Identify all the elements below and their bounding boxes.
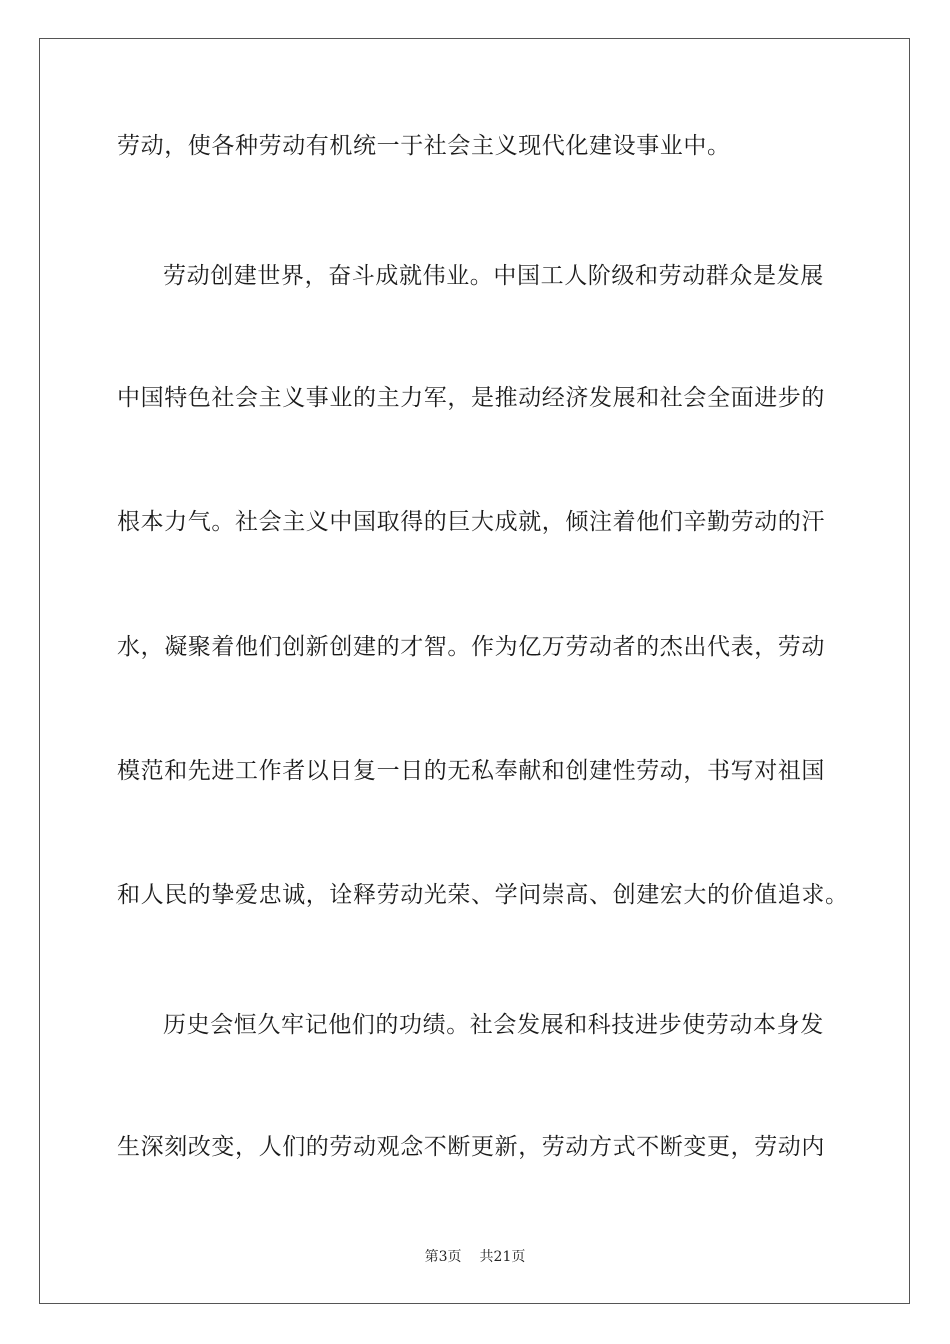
page-frame — [39, 38, 910, 1304]
page-total: 共21页 — [479, 1249, 526, 1265]
text-line: 模范和先进工作者以日复一日的无私奉献和创建性劳动，书写对祖国 — [117, 758, 825, 784]
text-line: 根本力气。社会主义中国取得的巨大成就，倾注着他们辛勤劳动的汗 — [117, 509, 825, 535]
text-line: 中国特色社会主义事业的主力军，是推动经济发展和社会全面进步的 — [117, 385, 825, 411]
text-line: 和人民的挚爱忠诚，诠释劳动光荣、学问崇高、创建宏大的价值追求。 — [117, 882, 849, 908]
paragraph-first-line: 劳动创建世界，奋斗成就伟业。中国工人阶级和劳动群众是发展 — [163, 263, 824, 289]
text-line: 水，凝聚着他们创新创建的才智。作为亿万劳动者的杰出代表，劳动 — [117, 634, 825, 660]
text-line: 劳动，使各种劳动有机统一于社会主义现代化建设事业中。 — [117, 133, 731, 159]
page-footer — [0, 1248, 950, 1266]
page-number: 第3页 — [424, 1249, 462, 1265]
text-line: 生深刻改变，人们的劳动观念不断更新，劳动方式不断变更，劳动内 — [117, 1134, 825, 1160]
paragraph-first-line: 历史会恒久牢记他们的功绩。社会发展和科技进步使劳动本身发 — [163, 1012, 824, 1038]
